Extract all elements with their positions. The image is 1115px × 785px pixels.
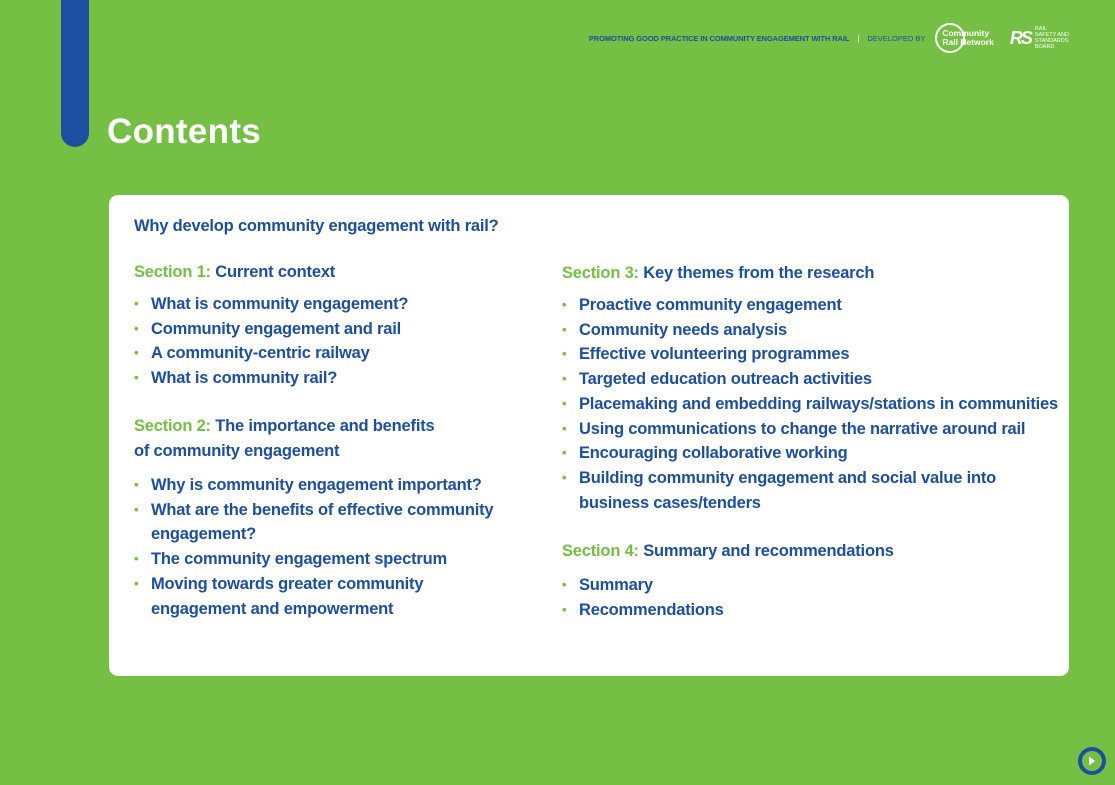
section-2-title-line2: of community engagement [134, 442, 340, 460]
section-4-number: Section 4: [562, 542, 639, 560]
section-2-number: Section 2: [134, 417, 211, 435]
list-item[interactable]: • Summary [562, 573, 724, 598]
rssb-logo-line4: BOARD [1034, 44, 1055, 50]
list-item[interactable]: • Moving towards greater community [134, 572, 493, 597]
section-1-title: Current context [215, 263, 336, 281]
list-item[interactable]: • Effective volunteering programmes [562, 342, 1058, 367]
crn-logo-line2: Rail Network [942, 37, 994, 47]
crn-ring-icon [935, 23, 965, 53]
section-4-list [562, 573, 724, 622]
section-1-number: Section 1: [134, 263, 211, 281]
list-item[interactable]: • Community needs analysis [562, 318, 1058, 343]
list-item[interactable]: • Building community engagement and social value into [562, 466, 1058, 491]
section-3-heading[interactable] [562, 261, 874, 286]
community-rail-network-logo [935, 23, 994, 53]
contents-card [109, 195, 1069, 676]
list-item[interactable]: • Placemaking and embedding railways/stations in communities [562, 392, 1058, 417]
list-item[interactable]: • Encouraging collaborative working [562, 441, 1058, 466]
list-item[interactable]: • Recommendations [562, 598, 724, 623]
page-title: Contents [107, 112, 262, 151]
crn-logo-line1: Community [942, 28, 990, 38]
list-item-continuation[interactable]: business cases/tenders [579, 493, 761, 512]
list-item[interactable]: • What is community engagement? [134, 292, 408, 317]
page-header [589, 20, 1069, 56]
developed-by-label: DEVELOPED BY [867, 33, 926, 43]
section-2-list [134, 473, 493, 621]
section-3-number: Section 3: [562, 264, 639, 282]
list-item[interactable]: • Targeted education outreach activities [562, 367, 1058, 392]
section-4-heading[interactable] [562, 539, 894, 564]
arrow-right-circle-icon [1082, 751, 1102, 771]
list-item[interactable]: • Why is community engagement important? [134, 473, 493, 498]
list-item[interactable]: • A community-centric railway [134, 341, 408, 366]
section-3-list [562, 293, 1058, 515]
section-3-title: Key themes from the research [643, 264, 875, 282]
rssb-logo-line2: SAFETY AND [1034, 32, 1069, 38]
section-4-title: Summary and recommendations [643, 542, 894, 560]
list-item[interactable]: • Community engagement and rail [134, 317, 408, 342]
section-1-list [134, 292, 408, 391]
section-2-heading[interactable] [134, 414, 434, 464]
header-divider: | [857, 33, 860, 43]
rssb-logo-line1: RAIL [1034, 26, 1048, 32]
header-tagline: PROMOTING GOOD PRACTICE IN COMMUNITY ENGAGEMENT WITH RAIL [588, 33, 850, 43]
list-item[interactable]: • Proactive community engagement [562, 293, 1058, 318]
rssb-logo-line3: STANDARDS [1034, 38, 1069, 44]
rssb-mark-icon: RS [1009, 28, 1031, 48]
section-1-heading[interactable] [134, 260, 335, 285]
list-item[interactable]: • Using communications to change the narrative around rail [562, 417, 1058, 442]
intro-link[interactable]: Why develop community engagement with rail? [134, 217, 499, 235]
list-item[interactable]: • What are the benefits of effective community [134, 498, 493, 523]
list-item[interactable]: • The community engagement spectrum [134, 547, 493, 572]
section-2-title: The importance and benefits [215, 417, 435, 435]
list-item-continuation[interactable]: engagement and empowerment [151, 599, 394, 618]
next-page-button[interactable] [1078, 747, 1106, 775]
side-accent-bar [61, 0, 89, 147]
rssb-logo [1010, 26, 1069, 50]
list-item-continuation[interactable]: engagement? [151, 525, 257, 544]
list-item[interactable]: • What is community rail? [134, 366, 408, 391]
